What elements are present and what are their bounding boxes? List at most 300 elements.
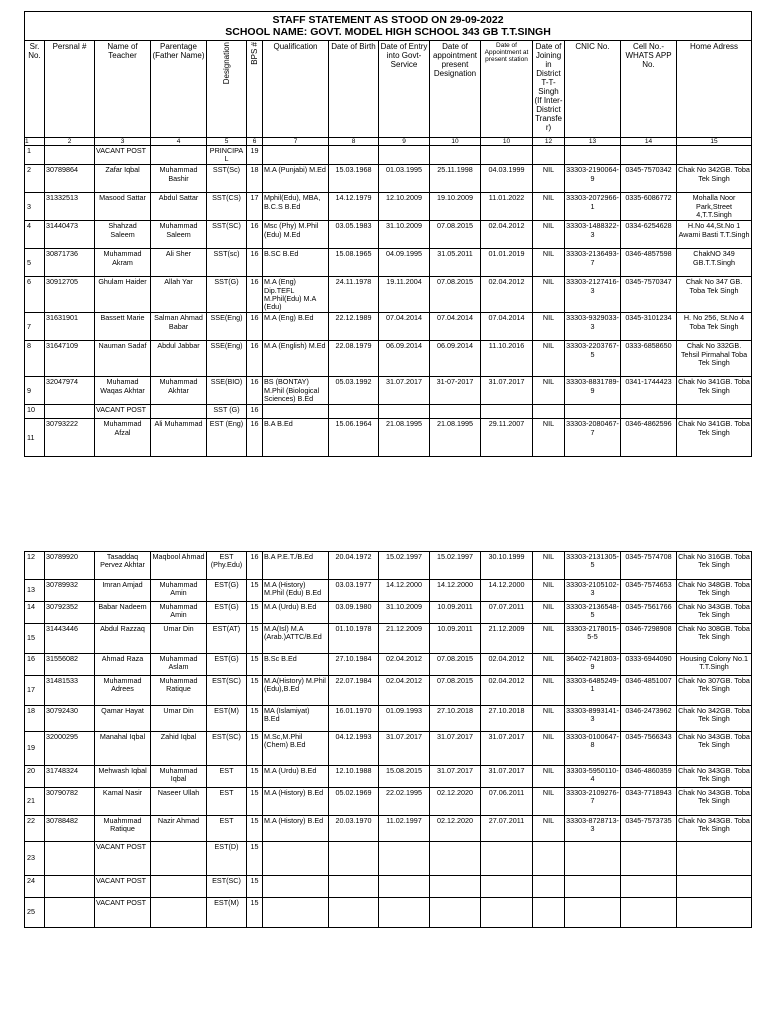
- bps: 15: [247, 816, 263, 842]
- cnic-no: 33303-2136548-5: [565, 602, 621, 624]
- cell-no: 0346-2473962: [621, 706, 677, 732]
- header-teacher: Name of Teacher: [95, 41, 151, 138]
- sr-no: 3: [25, 193, 45, 221]
- home-address: [677, 898, 752, 928]
- date-of-entry: 15.08.2015: [379, 766, 430, 788]
- qualification: Msc (Phy) M.Phil (Edu) M.Ed: [263, 221, 329, 249]
- date-of-entry: 04.09.1995: [379, 249, 430, 277]
- date-appt-designation: 02.12.2020: [430, 788, 481, 816]
- date-of-birth: 27.10.1984: [329, 654, 379, 676]
- teacher-name: Abdul Razzaq: [95, 624, 151, 654]
- bps: 16: [247, 341, 263, 377]
- qualification: B.Sc B.Ed: [263, 654, 329, 676]
- persnal-no: 30793222: [45, 419, 95, 457]
- cell-no: 0345-7573735: [621, 816, 677, 842]
- header-address: Home Adress: [677, 41, 752, 138]
- cnic-no: 33303-2131305-5: [565, 552, 621, 580]
- teacher-name: VACANT POST: [95, 898, 151, 928]
- persnal-no: 31443446: [45, 624, 95, 654]
- designation: EST(SC): [207, 732, 247, 766]
- cell-no: 0346-4851007: [621, 676, 677, 706]
- date-of-entry: [379, 898, 430, 928]
- cnic-no: 33303-9329033-3: [565, 313, 621, 341]
- date-appt-designation: [430, 146, 481, 165]
- cnic-no: 33303-8831789-9: [565, 377, 621, 405]
- qualification: BS (BONTAY) M.Phil (Biological Sciences) B.Ed: [263, 377, 329, 405]
- column-number: 13: [565, 138, 621, 146]
- persnal-no: [45, 405, 95, 419]
- teacher-name: Ghulam Haider: [95, 277, 151, 313]
- date-of-birth: [329, 146, 379, 165]
- cnic-no: [565, 876, 621, 898]
- sr-no: 15: [25, 624, 45, 654]
- header-dob: Date of Birth: [329, 41, 379, 138]
- teacher-name: Shahzad Saleem: [95, 221, 151, 249]
- designation: EST (Phy.Edu): [207, 552, 247, 580]
- designation: SSE(Eng): [207, 313, 247, 341]
- teacher-name: Babar Nadeem: [95, 602, 151, 624]
- table-row: [25, 876, 752, 898]
- date-appt-designation: [430, 842, 481, 876]
- table-row: [25, 165, 752, 193]
- cell-no: 0345-7574653: [621, 580, 677, 602]
- date-joining-district: [533, 876, 565, 898]
- bps: 16: [247, 277, 263, 313]
- persnal-no: 30789920: [45, 552, 95, 580]
- bps: 16: [247, 552, 263, 580]
- parentage: Abdul Jabbar: [151, 341, 207, 377]
- cnic-no: 33303-2109276-7: [565, 788, 621, 816]
- date-of-entry: 31.07.2017: [379, 732, 430, 766]
- sr-no: 19: [25, 732, 45, 766]
- date-joining-district: NIL: [533, 706, 565, 732]
- date-appt-designation: 10.09.2011: [430, 624, 481, 654]
- cell-no: 0345-7574708: [621, 552, 677, 580]
- date-appt-station: 07.04.2014: [481, 313, 533, 341]
- parentage: Muhammad Amin: [151, 580, 207, 602]
- table-row: [25, 405, 752, 419]
- home-address: Chak No 341GB. Toba Tek Singh: [677, 419, 752, 457]
- cell-no: 0345-3101234: [621, 313, 677, 341]
- cell-no: 0343-7718943: [621, 788, 677, 816]
- persnal-no: [45, 842, 95, 876]
- bps: 15: [247, 842, 263, 876]
- cell-no: [621, 405, 677, 419]
- sr-no: 2: [25, 165, 45, 193]
- parentage: Naseer Ullah: [151, 788, 207, 816]
- date-joining-district: NIL: [533, 249, 565, 277]
- teacher-name: VACANT POST: [95, 405, 151, 419]
- date-of-entry: 12.10.2009: [379, 193, 430, 221]
- cell-no: 0346-7298908: [621, 624, 677, 654]
- sr-no: 5: [25, 249, 45, 277]
- parentage: Ali Muhammad: [151, 419, 207, 457]
- parentage: Muhammad Bashir: [151, 165, 207, 193]
- sr-no: 18: [25, 706, 45, 732]
- table-row: [25, 706, 752, 732]
- bps: 16: [247, 313, 263, 341]
- date-appt-designation: 19.10.2009: [430, 193, 481, 221]
- date-appt-station: 02.04.2012: [481, 654, 533, 676]
- parentage: [151, 146, 207, 165]
- date-appt-designation: 10.09.2011: [430, 602, 481, 624]
- qualification: [263, 898, 329, 928]
- qualification: M.A (Eng) Dip.TEFL M.Phil(Edu) M.A (Edu): [263, 277, 329, 313]
- persnal-no: 30788482: [45, 816, 95, 842]
- persnal-no: 32047974: [45, 377, 95, 405]
- parentage: Nazir Ahmad: [151, 816, 207, 842]
- sr-no: 20: [25, 766, 45, 788]
- date-appt-designation: 31-07-2017: [430, 377, 481, 405]
- cell-no: 0335-6086772: [621, 193, 677, 221]
- persnal-no: 31481533: [45, 676, 95, 706]
- date-appt-designation: 31.07.2017: [430, 766, 481, 788]
- header-bps-label: BPS #: [250, 42, 259, 65]
- date-of-birth: [329, 842, 379, 876]
- date-joining-district: [533, 146, 565, 165]
- bps: 16: [247, 419, 263, 457]
- date-of-entry: 11.02.1997: [379, 816, 430, 842]
- column-number: 3: [95, 138, 151, 146]
- table-row: [25, 842, 752, 876]
- header-cnic: CNIC No.: [565, 41, 621, 138]
- sr-no: 16: [25, 654, 45, 676]
- date-of-entry: [379, 146, 430, 165]
- qualification: M.A (Urdu) B.Ed: [263, 602, 329, 624]
- cell-no: 0345-7570347: [621, 277, 677, 313]
- table-row: [25, 602, 752, 624]
- qualification: M.A (History) M.Phil (Edu) B.Ed: [263, 580, 329, 602]
- date-appt-designation: 14.12.2000: [430, 580, 481, 602]
- persnal-no: 30792352: [45, 602, 95, 624]
- teacher-name: Muahmmad Ratique: [95, 816, 151, 842]
- designation: EST: [207, 816, 247, 842]
- date-of-birth: 22.07.1984: [329, 676, 379, 706]
- date-appt-station: 31.07.2017: [481, 766, 533, 788]
- designation: SST(sc): [207, 249, 247, 277]
- home-address: Chak No 343GB. Toba Tek Singh: [677, 602, 752, 624]
- date-joining-district: NIL: [533, 193, 565, 221]
- cell-no: [621, 146, 677, 165]
- table-row: [25, 732, 752, 766]
- date-joining-district: NIL: [533, 165, 565, 193]
- home-address: Chak No 341GB. Toba Tek Singh: [677, 377, 752, 405]
- table-row: [25, 341, 752, 377]
- home-address: [677, 842, 752, 876]
- date-appt-station: 21.12.2009: [481, 624, 533, 654]
- cnic-no: [565, 842, 621, 876]
- date-of-birth: 22.12.1989: [329, 313, 379, 341]
- parentage: Muhammad Amin: [151, 602, 207, 624]
- qualification: MA (Islamiyat) B.Ed: [263, 706, 329, 732]
- sr-no: 22: [25, 816, 45, 842]
- table-row: [25, 766, 752, 788]
- table-row: [25, 313, 752, 341]
- table-row: [25, 654, 752, 676]
- date-appt-designation: 07.04.2014: [430, 313, 481, 341]
- teacher-name: Manahal Iqbal: [95, 732, 151, 766]
- date-of-entry: 22.02.1995: [379, 788, 430, 816]
- teacher-name: Muhammad Afzal: [95, 419, 151, 457]
- cnic-no: [565, 146, 621, 165]
- header-designation-label: Designation: [222, 42, 231, 85]
- parentage: Muhammad Ratique: [151, 676, 207, 706]
- table-row: [25, 676, 752, 706]
- sr-no: 10: [25, 405, 45, 419]
- home-address: H. No 256, St.No 4 Toba Tek Singh: [677, 313, 752, 341]
- date-joining-district: NIL: [533, 624, 565, 654]
- column-number: 1: [25, 138, 45, 146]
- persnal-no: [45, 146, 95, 165]
- parentage: Zahid Iqbal: [151, 732, 207, 766]
- cell-no: 0346-4862596: [621, 419, 677, 457]
- bps: 15: [247, 624, 263, 654]
- bps: 18: [247, 165, 263, 193]
- date-joining-district: NIL: [533, 552, 565, 580]
- table-row: [25, 552, 752, 580]
- parentage: [151, 898, 207, 928]
- teacher-name: Muhamad Waqas Akhtar: [95, 377, 151, 405]
- parentage: Muhammad Iqbal: [151, 766, 207, 788]
- header-bps: [247, 41, 263, 138]
- column-number: 10: [430, 138, 481, 146]
- designation: EST(D): [207, 842, 247, 876]
- teacher-name: Ahmad Raza: [95, 654, 151, 676]
- home-address: Chak No 342GB. Toba Tek Singh: [677, 165, 752, 193]
- cnic-no: 33303-2203767-5: [565, 341, 621, 377]
- qualification: M.Sc,M.Phil (Chem) B.Ed: [263, 732, 329, 766]
- parentage: Muhammad Aslam: [151, 654, 207, 676]
- date-appt-station: [481, 842, 533, 876]
- date-joining-district: NIL: [533, 732, 565, 766]
- designation: SST(CS): [207, 193, 247, 221]
- date-joining-district: NIL: [533, 277, 565, 313]
- date-of-entry: [379, 842, 430, 876]
- date-appt-station: 31.07.2017: [481, 377, 533, 405]
- persnal-no: 30790782: [45, 788, 95, 816]
- home-address: Mohalla Noor Park,Street 4,T.T.Singh: [677, 193, 752, 221]
- column-number-row: [25, 138, 752, 146]
- parentage: Allah Yar: [151, 277, 207, 313]
- sr-no: 17: [25, 676, 45, 706]
- teacher-name: Zafar Iqbal: [95, 165, 151, 193]
- header-qualification: Qualification: [263, 41, 329, 138]
- header-appt-station: Date of Appointment at present station: [481, 41, 533, 138]
- sr-no: 13: [25, 580, 45, 602]
- sr-no: 24: [25, 876, 45, 898]
- teacher-name: Muhammad Adrees: [95, 676, 151, 706]
- date-of-entry: 31.10.2009: [379, 602, 430, 624]
- cell-no: 0333-6944090: [621, 654, 677, 676]
- home-address: Chak No 342GB. Toba Tek Singh: [677, 706, 752, 732]
- parentage: Salman Ahmad Babar: [151, 313, 207, 341]
- cell-no: 0333-6858650: [621, 341, 677, 377]
- home-address: Chak No 343GB. Toba Tek Singh: [677, 788, 752, 816]
- date-of-entry: 07.04.2014: [379, 313, 430, 341]
- date-appt-designation: [430, 876, 481, 898]
- date-joining-district: NIL: [533, 313, 565, 341]
- date-of-birth: [329, 405, 379, 419]
- qualification: Mphil(Edu), MBA, B.C.S B.Ed: [263, 193, 329, 221]
- cell-no: [621, 842, 677, 876]
- cnic-no: 33303-0100647-8: [565, 732, 621, 766]
- teacher-name: Tasaddaq Pervez Akhtar: [95, 552, 151, 580]
- teacher-name: Nauman Sadaf: [95, 341, 151, 377]
- table-row: [25, 277, 752, 313]
- table-row: [25, 898, 752, 928]
- qualification: [263, 876, 329, 898]
- qualification: M.A(Isl) M.A (Arab.)ATTC/B.Ed: [263, 624, 329, 654]
- date-of-birth: 12.10.1988: [329, 766, 379, 788]
- column-number: 14: [621, 138, 677, 146]
- cell-no: [621, 876, 677, 898]
- date-appt-designation: 21.08.1995: [430, 419, 481, 457]
- date-appt-station: 07.07.2011: [481, 602, 533, 624]
- date-joining-district: NIL: [533, 816, 565, 842]
- date-appt-designation: 27.10.2018: [430, 706, 481, 732]
- qualification: M.A (History) B.Ed: [263, 788, 329, 816]
- date-appt-designation: 25.11.1998: [430, 165, 481, 193]
- designation: SST(G): [207, 277, 247, 313]
- qualification: [263, 146, 329, 165]
- designation: EST(SC): [207, 876, 247, 898]
- parentage: Maqbool Ahmad: [151, 552, 207, 580]
- column-number: 5: [207, 138, 247, 146]
- cnic-no: [565, 405, 621, 419]
- date-of-birth: 05.02.1969: [329, 788, 379, 816]
- cnic-no: 33303-2105102-3: [565, 580, 621, 602]
- header-sr: Sr. No.: [25, 41, 45, 138]
- date-appt-station: [481, 876, 533, 898]
- date-appt-station: 27.10.2018: [481, 706, 533, 732]
- home-address: Chak No 316GB. Toba Tek Singh: [677, 552, 752, 580]
- date-of-entry: 01.03.1995: [379, 165, 430, 193]
- cnic-no: 33303-5950110-4: [565, 766, 621, 788]
- date-of-birth: 16.01.1970: [329, 706, 379, 732]
- qualification: B.A P.E.T./B.Ed: [263, 552, 329, 580]
- sr-no: 11: [25, 419, 45, 457]
- bps: 15: [247, 580, 263, 602]
- table-row: [25, 146, 752, 165]
- cnic-no: 33303-2190064-9: [565, 165, 621, 193]
- date-appt-station: [481, 146, 533, 165]
- date-of-entry: 31.10.2009: [379, 221, 430, 249]
- date-appt-designation: 07.08.2015: [430, 676, 481, 706]
- date-of-entry: 02.04.2012: [379, 676, 430, 706]
- bps: 15: [247, 654, 263, 676]
- qualification: M.A (History) B.Ed: [263, 816, 329, 842]
- parentage: Muhammad Saleem: [151, 221, 207, 249]
- teacher-name: Mehwash Iqbal: [95, 766, 151, 788]
- home-address: [677, 405, 752, 419]
- sr-no: 23: [25, 842, 45, 876]
- cnic-no: 33303-2136493-7: [565, 249, 621, 277]
- designation: EST(SC): [207, 676, 247, 706]
- header-appt-desig: Date of appointment present Designation: [430, 41, 481, 138]
- date-of-birth: 20.03.1970: [329, 816, 379, 842]
- cnic-no: 33303-2080467-7: [565, 419, 621, 457]
- qualification: M.A (English) M.Ed: [263, 341, 329, 377]
- teacher-name: VACANT POST: [95, 876, 151, 898]
- qualification: M.A(History) M.Phil (Edu),B.Ed: [263, 676, 329, 706]
- date-appt-station: 04.03.1999: [481, 165, 533, 193]
- sr-no: 25: [25, 898, 45, 928]
- home-address: Chak No 308GB. Toba Tek Singh: [677, 624, 752, 654]
- column-number: 10: [481, 138, 533, 146]
- staff-table-page2: [24, 551, 752, 928]
- bps: 16: [247, 405, 263, 419]
- date-appt-station: 31.07.2017: [481, 732, 533, 766]
- teacher-name: Kamal Nasir: [95, 788, 151, 816]
- qualification: [263, 842, 329, 876]
- qualification: M.A (Punjabi) M.Ed: [263, 165, 329, 193]
- sr-no: 21: [25, 788, 45, 816]
- home-address: Chak No 343GB. Toba Tek Singh: [677, 732, 752, 766]
- persnal-no: 31748324: [45, 766, 95, 788]
- designation: EST(M): [207, 898, 247, 928]
- column-number: 2: [45, 138, 95, 146]
- date-appt-designation: [430, 898, 481, 928]
- date-joining-district: NIL: [533, 788, 565, 816]
- date-of-birth: 20.04.1972: [329, 552, 379, 580]
- persnal-no: [45, 898, 95, 928]
- table-row: [25, 624, 752, 654]
- date-of-birth: 04.12.1993: [329, 732, 379, 766]
- date-of-entry: [379, 876, 430, 898]
- teacher-name: Muhammad Akram: [95, 249, 151, 277]
- date-of-entry: 01.09.1993: [379, 706, 430, 732]
- bps: 15: [247, 732, 263, 766]
- cnic-no: 33303-6485249-1: [565, 676, 621, 706]
- date-joining-district: NIL: [533, 676, 565, 706]
- column-number: 15: [677, 138, 752, 146]
- column-number: 12: [533, 138, 565, 146]
- bps: 19: [247, 146, 263, 165]
- parentage: [151, 842, 207, 876]
- teacher-name: Bassett Marie: [95, 313, 151, 341]
- document-title: [25, 12, 752, 41]
- designation: EST(AT): [207, 624, 247, 654]
- sr-no: 8: [25, 341, 45, 377]
- designation: EST: [207, 766, 247, 788]
- date-of-entry: 14.12.2000: [379, 580, 430, 602]
- title-line-1: STAFF STATEMENT AS STOOD ON 29-09-2022: [272, 14, 504, 26]
- date-appt-station: 11.01.2022: [481, 193, 533, 221]
- cnic-no: 33303-8728713-3: [565, 816, 621, 842]
- date-of-entry: 21.08.1995: [379, 419, 430, 457]
- bps: 16: [247, 249, 263, 277]
- persnal-no: 30789864: [45, 165, 95, 193]
- cnic-no: 33303-2072966-1: [565, 193, 621, 221]
- date-joining-district: NIL: [533, 654, 565, 676]
- column-number: 7: [263, 138, 329, 146]
- qualification: B.A B.Ed: [263, 419, 329, 457]
- designation: SSE(Eng): [207, 341, 247, 377]
- date-appt-designation: 31.05.2011: [430, 249, 481, 277]
- staff-table-page1: [24, 11, 752, 457]
- date-of-birth: 15.03.1968: [329, 165, 379, 193]
- home-address: Chak No 332GB. Tehsil Pirmahal Toba Tek Singh: [677, 341, 752, 377]
- date-joining-district: NIL: [533, 377, 565, 405]
- date-of-entry: [379, 405, 430, 419]
- table-row: [25, 580, 752, 602]
- teacher-name: Imran Amjad: [95, 580, 151, 602]
- date-of-entry: 19.11.2004: [379, 277, 430, 313]
- date-of-birth: 14.12.1979: [329, 193, 379, 221]
- designation: EST(G): [207, 580, 247, 602]
- date-of-birth: 24.11.1978: [329, 277, 379, 313]
- home-address: Chak No 343GB. Toba Tek Singh: [677, 766, 752, 788]
